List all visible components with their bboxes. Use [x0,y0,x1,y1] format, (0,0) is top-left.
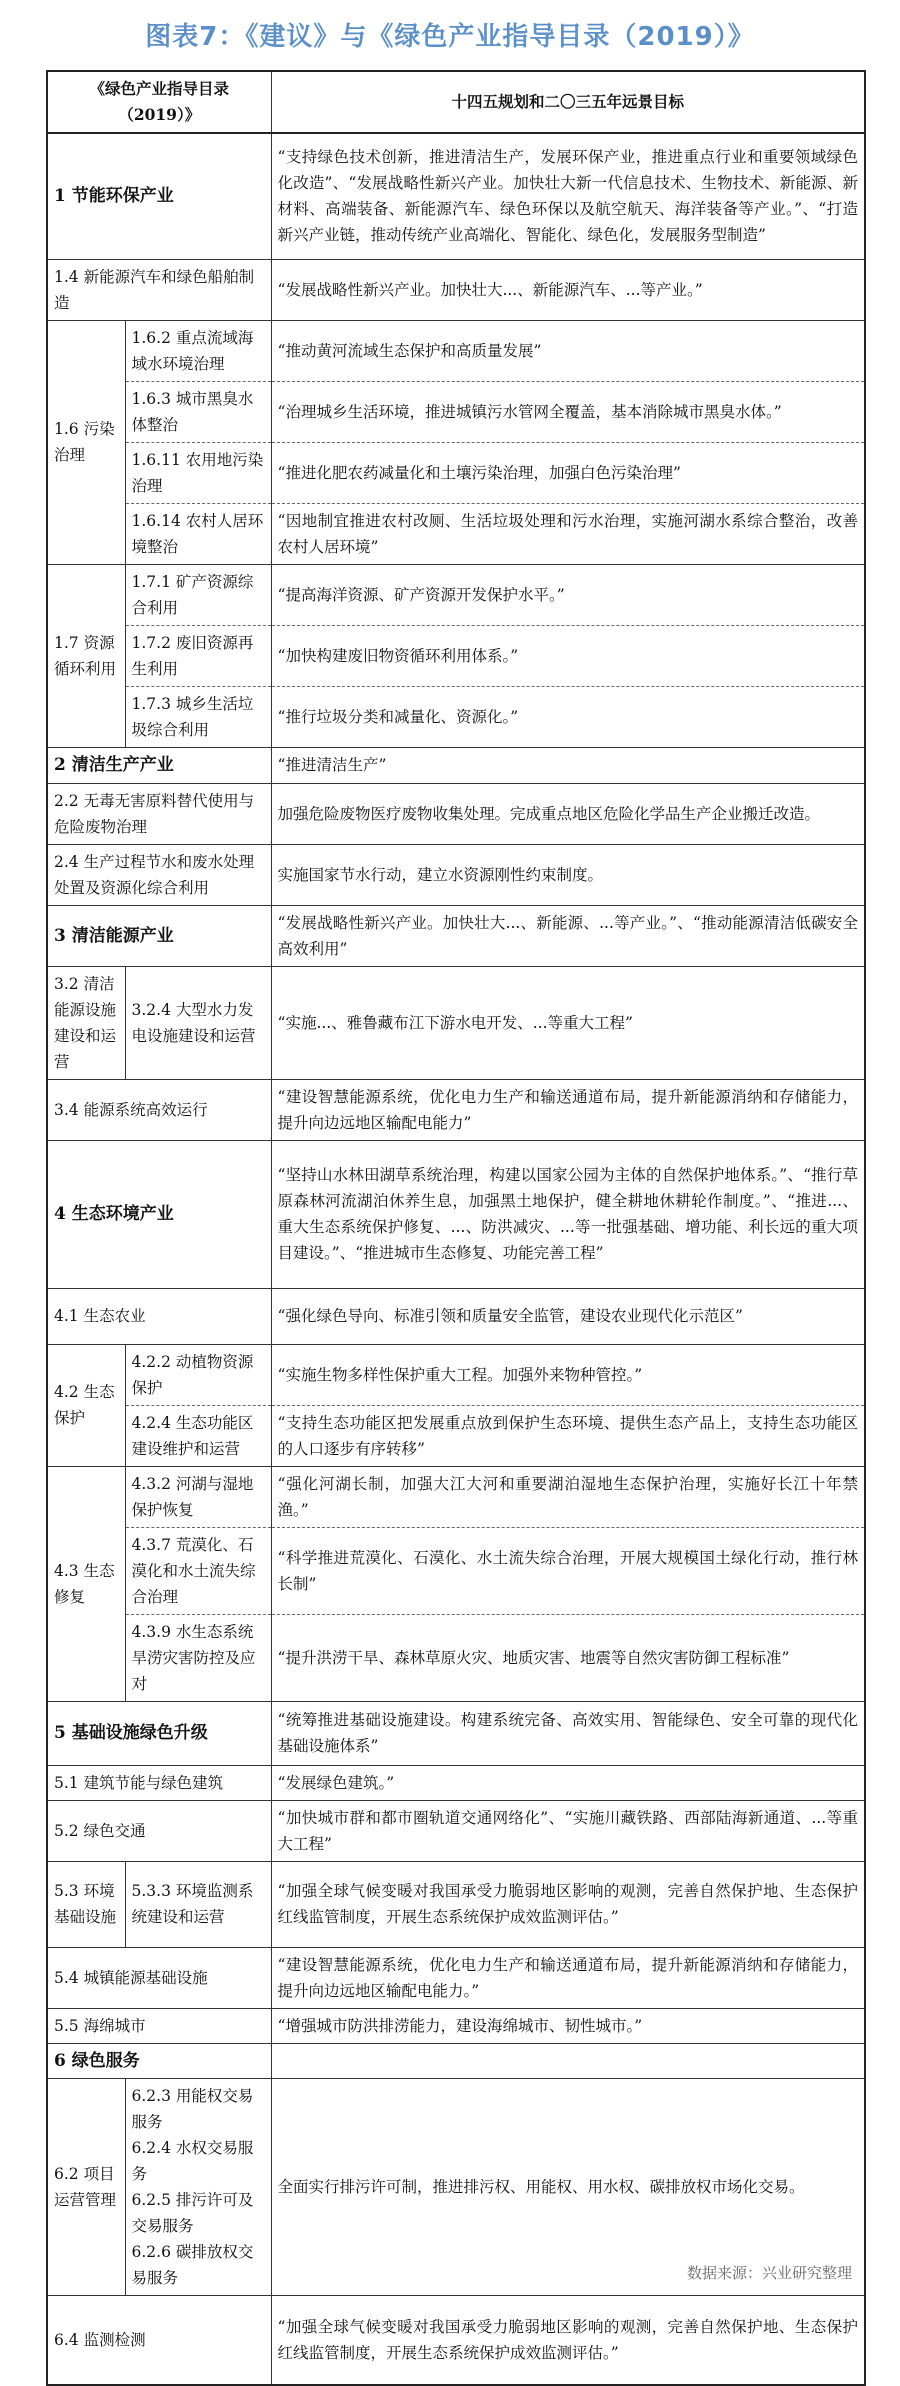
plan-text: 全面实行排污许可制，推进排污权、用能权、用水权、碳排放权市场化交易。 [271,2078,865,2295]
plan-text: “强化河湖长制，加强大江大河和重要湖泊湿地生态保护治理，实施好长江十年禁渔。” [271,1466,865,1527]
category: 6.4 监测检测 [47,2295,271,2385]
plan-text: “坚持山水林田湖草系统治理，构建以国家公园为主体的自然保护地体系。”、“推行草原森林河流湖泊休养生息，加强黑土地保护，健全耕地休耕轮作制度。”、“推进...、重大生态系统保护修复、...、防洪减灾、...等一批强基础、增功能、利长远的重大项目建设。”、“推进城市生态修复、功能完善工程” [271,1140,865,1288]
comparison-table [46,70,866,2386]
table-row [47,1765,865,1800]
category: 5.5 海绵城市 [47,2008,271,2043]
plan-text: “推动黄河流域生态保护和高质量发展” [271,320,865,381]
table-row [47,783,865,844]
table-row [47,1527,865,1614]
category: 5 基础设施绿色升级 [47,1701,271,1765]
table-row [47,1466,865,1527]
subcategory: 1.7.2 废旧资源再生利用 [125,625,271,686]
subcategory: 4.2.4 生态功能区建设维护和运营 [125,1405,271,1466]
plan-text: “加快城市群和都市圈轨道交通网络化”、“实施川藏铁路、西部陆海新通道、...等重大工程” [271,1800,865,1861]
subcategory: 6.2.3 用能权交易服务 6.2.4 水权交易服务 6.2.5 排污许可及交易服务 6.2.6 碳排放权交易服务 [125,2078,271,2295]
plan-text: “推进化肥农药减量化和土壤污染治理，加强白色污染治理” [271,442,865,503]
category: 5.2 绿色交通 [47,1800,271,1861]
plan-text: “推进清洁生产” [271,747,865,783]
table-row [47,442,865,503]
plan-text: “实施...、雅鲁藏布江下游水电开发、...等重大工程” [271,966,865,1079]
group-label: 1.6 污染治理 [47,320,125,564]
category: 2.4 生产过程节水和废水处理处置及资源化综合利用 [47,844,271,905]
table-row [47,259,865,320]
plan-text: “实施生物多样性保护重大工程。加强外来物种管控。” [271,1344,865,1405]
table-row [47,1405,865,1466]
group-label: 3.2 清洁能源设施建设和运营 [47,966,125,1079]
category: 5.4 城镇能源基础设施 [47,1947,271,2008]
table-row [47,747,865,783]
category: 3 清洁能源产业 [47,905,271,966]
table-row [47,503,865,564]
subcategory: 4.3.2 河湖与湿地保护恢复 [125,1466,271,1527]
plan-text: “加强全球气候变暖对我国承受力脆弱地区影响的观测，完善自然保护地、生态保护红线监管制度，开展生态系统保护成效监测评估。” [271,1861,865,1947]
plan-text: “发展战略性新兴产业。加快壮大...、新能源、...等产业。”、“推动能源清洁低碳安全高效利用” [271,905,865,966]
category: 6 绿色服务 [47,2043,271,2078]
plan-text: “因地制宜推进农村改厕、生活垃圾处理和污水治理，实施河湖水系综合整治，改善农村人居环境” [271,503,865,564]
plan-text: 实施国家节水行动，建立水资源刚性约束制度。 [271,844,865,905]
table-row [47,1079,865,1140]
subcategory: 4.2.2 动植物资源保护 [125,1344,271,1405]
plan-text: “加强全球气候变暖对我国承受力脆弱地区影响的观测，完善自然保护地、生态保护红线监管制度，开展生态系统保护成效监测评估。” [271,2295,865,2385]
subcategory: 1.6.11 农用地污染治理 [125,442,271,503]
plan-text: “加快构建废旧物资循环利用体系。” [271,625,865,686]
category: 2.2 无毒无害原料替代使用与危险废物治理 [47,783,271,844]
header-left: 《绿色产业指导目录（2019）》 [47,71,271,133]
subcategory: 1.7.1 矿产资源综合利用 [125,564,271,625]
plan-text: “建设智慧能源系统，优化电力生产和输送通道布局，提升新能源消纳和存储能力，提升向边远地区输配电能力。” [271,1947,865,2008]
subcategory: 4.3.7 荒漠化、石漠化和水土流失综合治理 [125,1527,271,1614]
table-row [47,1614,865,1701]
table-row [47,320,865,381]
plan-text: 加强危险废物医疗废物收集处理。完成重点地区危险化学品生产企业搬迁改造。 [271,783,865,844]
table-row [47,2043,865,2078]
plan-text: “支持绿色技术创新，推进清洁生产，发展环保产业，推进重点行业和重要领域绿色化改造”、“发展战略性新兴产业。加快壮大新一代信息技术、生物技术、新能源、新材料、高端装备、新能源汽车、绿色环保以及航空航天、海洋装备等产业。”、“打造新兴产业链，推动传统产业高端化、智能化、绿色化，发展服务型制造” [271,133,865,259]
subcategory: 1.6.14 农村人居环境整治 [125,503,271,564]
table-row [47,1701,865,1765]
table-row [47,381,865,442]
group-label: 6.2 项目运营管理 [47,2078,125,2295]
plan-text: “支持生态功能区把发展重点放到保护生态环境、提供生态产品上，支持生态功能区的人口逐步有序转移” [271,1405,865,1466]
category: 1.4 新能源汽车和绿色船舶制造 [47,259,271,320]
table-row [47,1140,865,1288]
table-row [47,686,865,747]
table-row [47,1288,865,1344]
table-row [47,1861,865,1947]
plan-text: “推行垃圾分类和减量化、资源化。” [271,686,865,747]
header-right: 十四五规划和二〇三五年远景目标 [271,71,865,133]
table-row [47,2008,865,2043]
plan-text: “发展战略性新兴产业。加快壮大...、新能源汽车、...等产业。” [271,259,865,320]
subcategory: 1.6.3 城市黑臭水体整治 [125,381,271,442]
plan-text: “治理城乡生活环境，推进城镇污水管网全覆盖，基本消除城市黑臭水体。” [271,381,865,442]
plan-text: “发展绿色建筑。” [271,1765,865,1800]
table-header [47,71,865,133]
figure-title: 图表7：《建议》与《绿色产业指导目录（2019）》 [145,22,755,52]
plan-text [271,2043,865,2078]
category: 5.1 建筑节能与绿色建筑 [47,1765,271,1800]
group-label: 5.3 环境基础设施 [47,1861,125,1947]
plan-text: “提升洪涝干旱、森林草原火灾、地质灾害、地震等自然灾害防御工程标准” [271,1614,865,1701]
category: 3.4 能源系统高效运行 [47,1079,271,1140]
table-row [47,133,865,259]
plan-text: “增强城市防洪排涝能力，建设海绵城市、韧性城市。” [271,2008,865,2043]
subcategory: 4.3.9 水生态系统旱涝灾害防控及应对 [125,1614,271,1701]
table-row [47,1947,865,2008]
category: 1 节能环保产业 [47,133,271,259]
plan-text: “建设智慧能源系统，优化电力生产和输送通道布局，提升新能源消纳和存储能力，提升向边远地区输配电能力” [271,1079,865,1140]
subcategory: 1.7.3 城乡生活垃圾综合利用 [125,686,271,747]
subcategory: 3.2.4 大型水力发电设施建设和运营 [125,966,271,1079]
table-row [47,844,865,905]
category: 2 清洁生产产业 [47,747,271,783]
category: 4 生态环境产业 [47,1140,271,1288]
group-label: 1.7 资源循环利用 [47,564,125,747]
group-label: 4.3 生态修复 [47,1466,125,1701]
table-row [47,564,865,625]
plan-text: “提高海洋资源、矿产资源开发保护水平。” [271,564,865,625]
plan-text: “统筹推进基础设施建设。构建系统完备、高效实用、智能绿色、安全可靠的现代化基础设施体系” [271,1701,865,1765]
table-row [47,966,865,1079]
table-row [47,1800,865,1861]
group-label: 4.2 生态保护 [47,1344,125,1466]
category: 4.1 生态农业 [47,1288,271,1344]
table-row [47,625,865,686]
plan-text: “科学推进荒漠化、石漠化、水土流失综合治理，开展大规模国土绿化行动，推行林长制” [271,1527,865,1614]
subcategory: 5.3.3 环境监测系统建设和运营 [125,1861,271,1947]
table-row [47,1344,865,1405]
plan-text: “强化绿色导向、标准引领和质量安全监管，建设农业现代化示范区” [271,1288,865,1344]
source-note: 数据来源：兴业研究整理 [686,2264,852,2282]
table-row [47,2295,865,2385]
table-row [47,905,865,966]
subcategory: 1.6.2 重点流域海域水环境治理 [125,320,271,381]
